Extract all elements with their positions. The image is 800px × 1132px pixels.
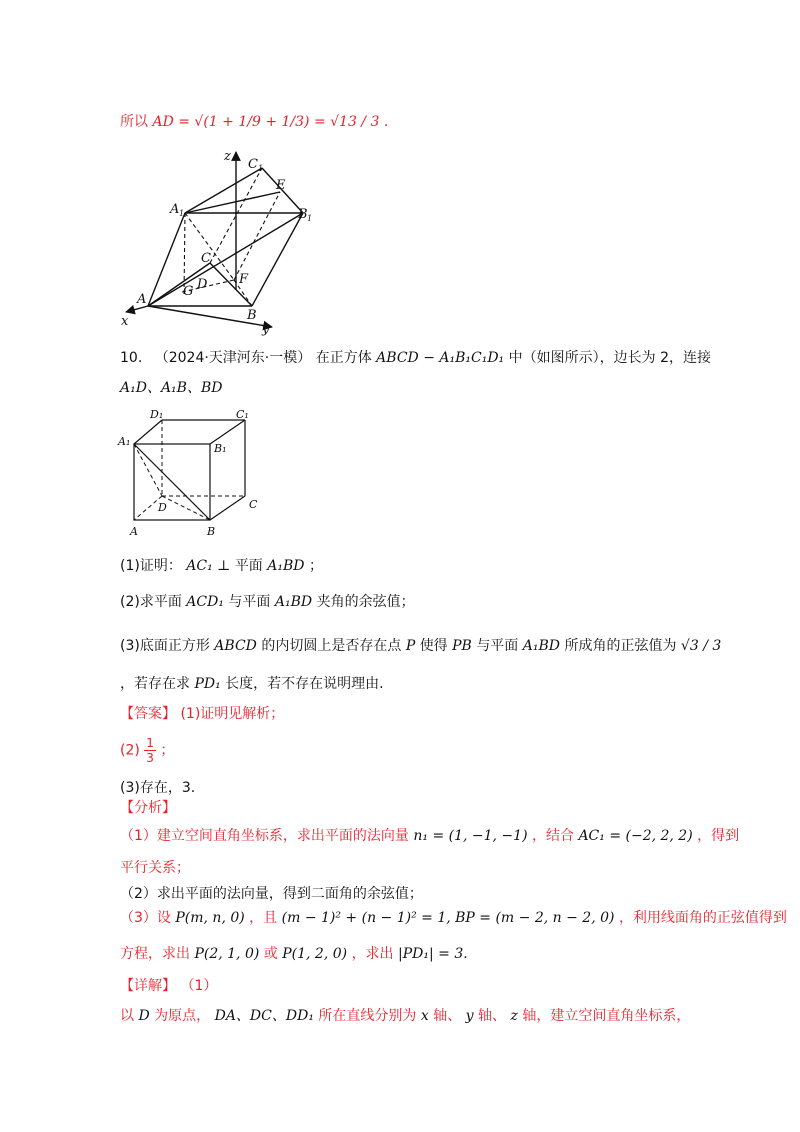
analysis-p2: [120, 884, 423, 904]
problem-stem-part2: 中（如图所示），边长为 2，连接: [508, 350, 711, 366]
q2-end: 夹角的余弦值；: [316, 594, 415, 610]
fig1-label-a1: A: [170, 202, 180, 217]
answer-2-end: ；: [160, 742, 175, 759]
fig1-label-b1: B: [298, 207, 308, 222]
q3-point: P: [405, 638, 416, 654]
analysis-p3: [120, 908, 787, 928]
answer-line-1: [120, 704, 284, 724]
q1-plane: A₁BD: [267, 558, 305, 574]
q3-prefix: (3)底面正方形: [120, 638, 210, 654]
fig2-label-b: B: [207, 525, 216, 538]
problem-stem-part1: 在正方体: [315, 350, 372, 366]
q1-end: ；: [308, 558, 323, 574]
fig2-label-d1: D₁: [150, 408, 164, 421]
fig1-label-a1-sub: 1: [179, 209, 185, 218]
detail-z: z: [510, 1008, 518, 1024]
detail-y: y: [465, 1008, 474, 1024]
fig2-label-a: A: [130, 525, 138, 538]
analysis-p4-point2: P(1, 2, 0): [282, 946, 348, 962]
q3-square: ABCD: [214, 638, 257, 654]
problem-connect: A₁D、A₁B、BD: [120, 380, 223, 396]
analysis-p1-c: ，得到: [697, 828, 740, 844]
detail-t-b: 为原点，: [154, 1008, 211, 1024]
analysis-tag: 【分析】: [120, 800, 176, 816]
fig1-label-z: z: [224, 149, 231, 164]
q3-cont2: 长度，若不存在说明理由.: [225, 676, 384, 692]
fig1-label-x: x: [121, 314, 129, 329]
q2-plane2: A₁BD: [274, 594, 313, 610]
analysis-p4: [120, 944, 468, 964]
q3-mid1: 的内切圆上是否存在点: [261, 638, 402, 654]
analysis-p1-cont: [120, 858, 190, 878]
fig1-label-g: G: [183, 284, 194, 299]
q3-mid3: 与平面: [476, 638, 519, 654]
fig1-label-c1: C: [248, 157, 258, 172]
fig1-label-c1-sub: 1: [258, 164, 264, 173]
q3-len: PD₁: [194, 676, 221, 692]
problem-number: 10.: [120, 350, 143, 366]
answer-tag: 【答案】: [120, 706, 176, 722]
q2-mid: 与平面: [228, 594, 271, 610]
answer-3: (3)存在，3.: [120, 780, 196, 796]
detail-t-a: 以: [120, 1008, 134, 1024]
detail-tag-line: [120, 976, 217, 996]
analysis-p3-b: ，且: [249, 910, 278, 926]
q3-line: PB: [452, 638, 472, 654]
answer-2-prefix: (2): [120, 742, 140, 759]
analysis-p2-text: （2）求出平面的法向量，得到二面角的余弦值；: [120, 886, 423, 902]
detail-t-f: 轴，建立空间直角坐标系，: [522, 1008, 691, 1024]
fig1-label-y: y: [262, 322, 270, 337]
answer-2-denominator: 3: [146, 751, 154, 765]
analysis-p3-c: ，利用线面角的正弦值得到: [618, 910, 787, 926]
analysis-p3-point: P(m, n, 0): [175, 910, 245, 926]
analysis-p1: [120, 826, 739, 846]
q2-plane1: ACD₁: [186, 594, 224, 610]
figure-cube: [134, 420, 245, 520]
fig1-label-d: D: [197, 277, 208, 292]
answer-line-2: [120, 736, 174, 765]
q3-plane: A₁BD: [522, 638, 561, 654]
fig1-label-c: C: [201, 251, 211, 266]
top-formula: AD = √(1 + 1/9 + 1/3) = √13 / 3 .: [152, 114, 389, 130]
problem-stem: [120, 348, 711, 368]
top-prefix: 所以: [120, 114, 148, 130]
fig2-label-c1: C₁: [236, 408, 249, 421]
q2-prefix: (2)求平面: [120, 594, 182, 610]
problem-connect-line: [120, 378, 222, 398]
fig1-label-b1-sub: 1: [307, 214, 313, 223]
detail-tag: 【详解】: [120, 978, 176, 994]
detail-t-e: 轴、: [478, 1008, 507, 1024]
fig1-label-e: E: [276, 178, 286, 193]
analysis-ac1-vector: AC₁ = (−2, 2, 2): [578, 828, 693, 844]
q1-prefix: (1)证明：: [120, 558, 182, 574]
fig2-label-c: C: [249, 498, 258, 511]
q3-cont1: ，若存在求: [120, 676, 190, 692]
q3-value: √3 / 3: [680, 638, 722, 654]
q3-mid4: 所成角的正弦值为: [564, 638, 677, 654]
analysis-p3-equation: (m − 1)² + (n − 1)² = 1, BP = (m − 2, n − 2, 0): [281, 910, 615, 926]
question-3-cont: [120, 674, 384, 694]
fig2-label-b1: B₁: [214, 442, 227, 455]
analysis-p1-b: ，结合: [531, 828, 574, 844]
answer-2-fraction: [144, 736, 156, 765]
analysis-p4-or: 或: [263, 946, 278, 962]
fig1-label-a: A: [137, 292, 147, 307]
answer-2-numerator: 1: [146, 736, 154, 750]
q1-math: AC₁ ⊥: [186, 558, 231, 574]
analysis-normal-vector: n₁ = (1, −1, −1): [413, 828, 528, 844]
analysis-p4-length: |PD₁| = 3.: [398, 946, 468, 962]
answer-line-3: [120, 778, 195, 798]
fig2-label-d: D: [158, 501, 167, 514]
analysis-p4-a: 方程，求出: [120, 946, 190, 962]
problem-source: （2024·天津河东·一模）: [154, 350, 312, 366]
detail-sub: （1）: [180, 978, 218, 994]
detail-t-c: 所在直线分别为: [318, 1008, 417, 1024]
q3-mid2: 使得: [419, 638, 448, 654]
analysis-p4-b: ，求出: [351, 946, 394, 962]
fig1-label-b: B: [247, 308, 257, 323]
fig2-label-a1: A₁: [118, 435, 131, 448]
detail-axes: DA、DC、DD₁: [214, 1008, 314, 1024]
detail-t-d: 轴、: [433, 1008, 462, 1024]
analysis-p1-d: 平行关系；: [120, 860, 190, 876]
answer-1: (1)证明见解析；: [180, 706, 285, 722]
q1-mid: 平面: [234, 558, 263, 574]
question-3: [120, 636, 721, 656]
question-1: [120, 556, 323, 576]
analysis-tag-line: [120, 798, 176, 818]
analysis-p3-a: （3）设: [120, 910, 171, 926]
detail-x: x: [420, 1008, 429, 1024]
fig1-label-f: F: [239, 272, 249, 287]
detail-text: [120, 1006, 690, 1026]
analysis-p1-a: （1）建立空间直角坐标系，求出平面的法向量: [120, 828, 409, 844]
problem-solid: ABCD − A₁B₁C₁D₁: [376, 350, 505, 366]
detail-origin: D: [138, 1008, 150, 1024]
analysis-p4-point1: P(2, 1, 0): [194, 946, 260, 962]
question-2: [120, 592, 415, 612]
